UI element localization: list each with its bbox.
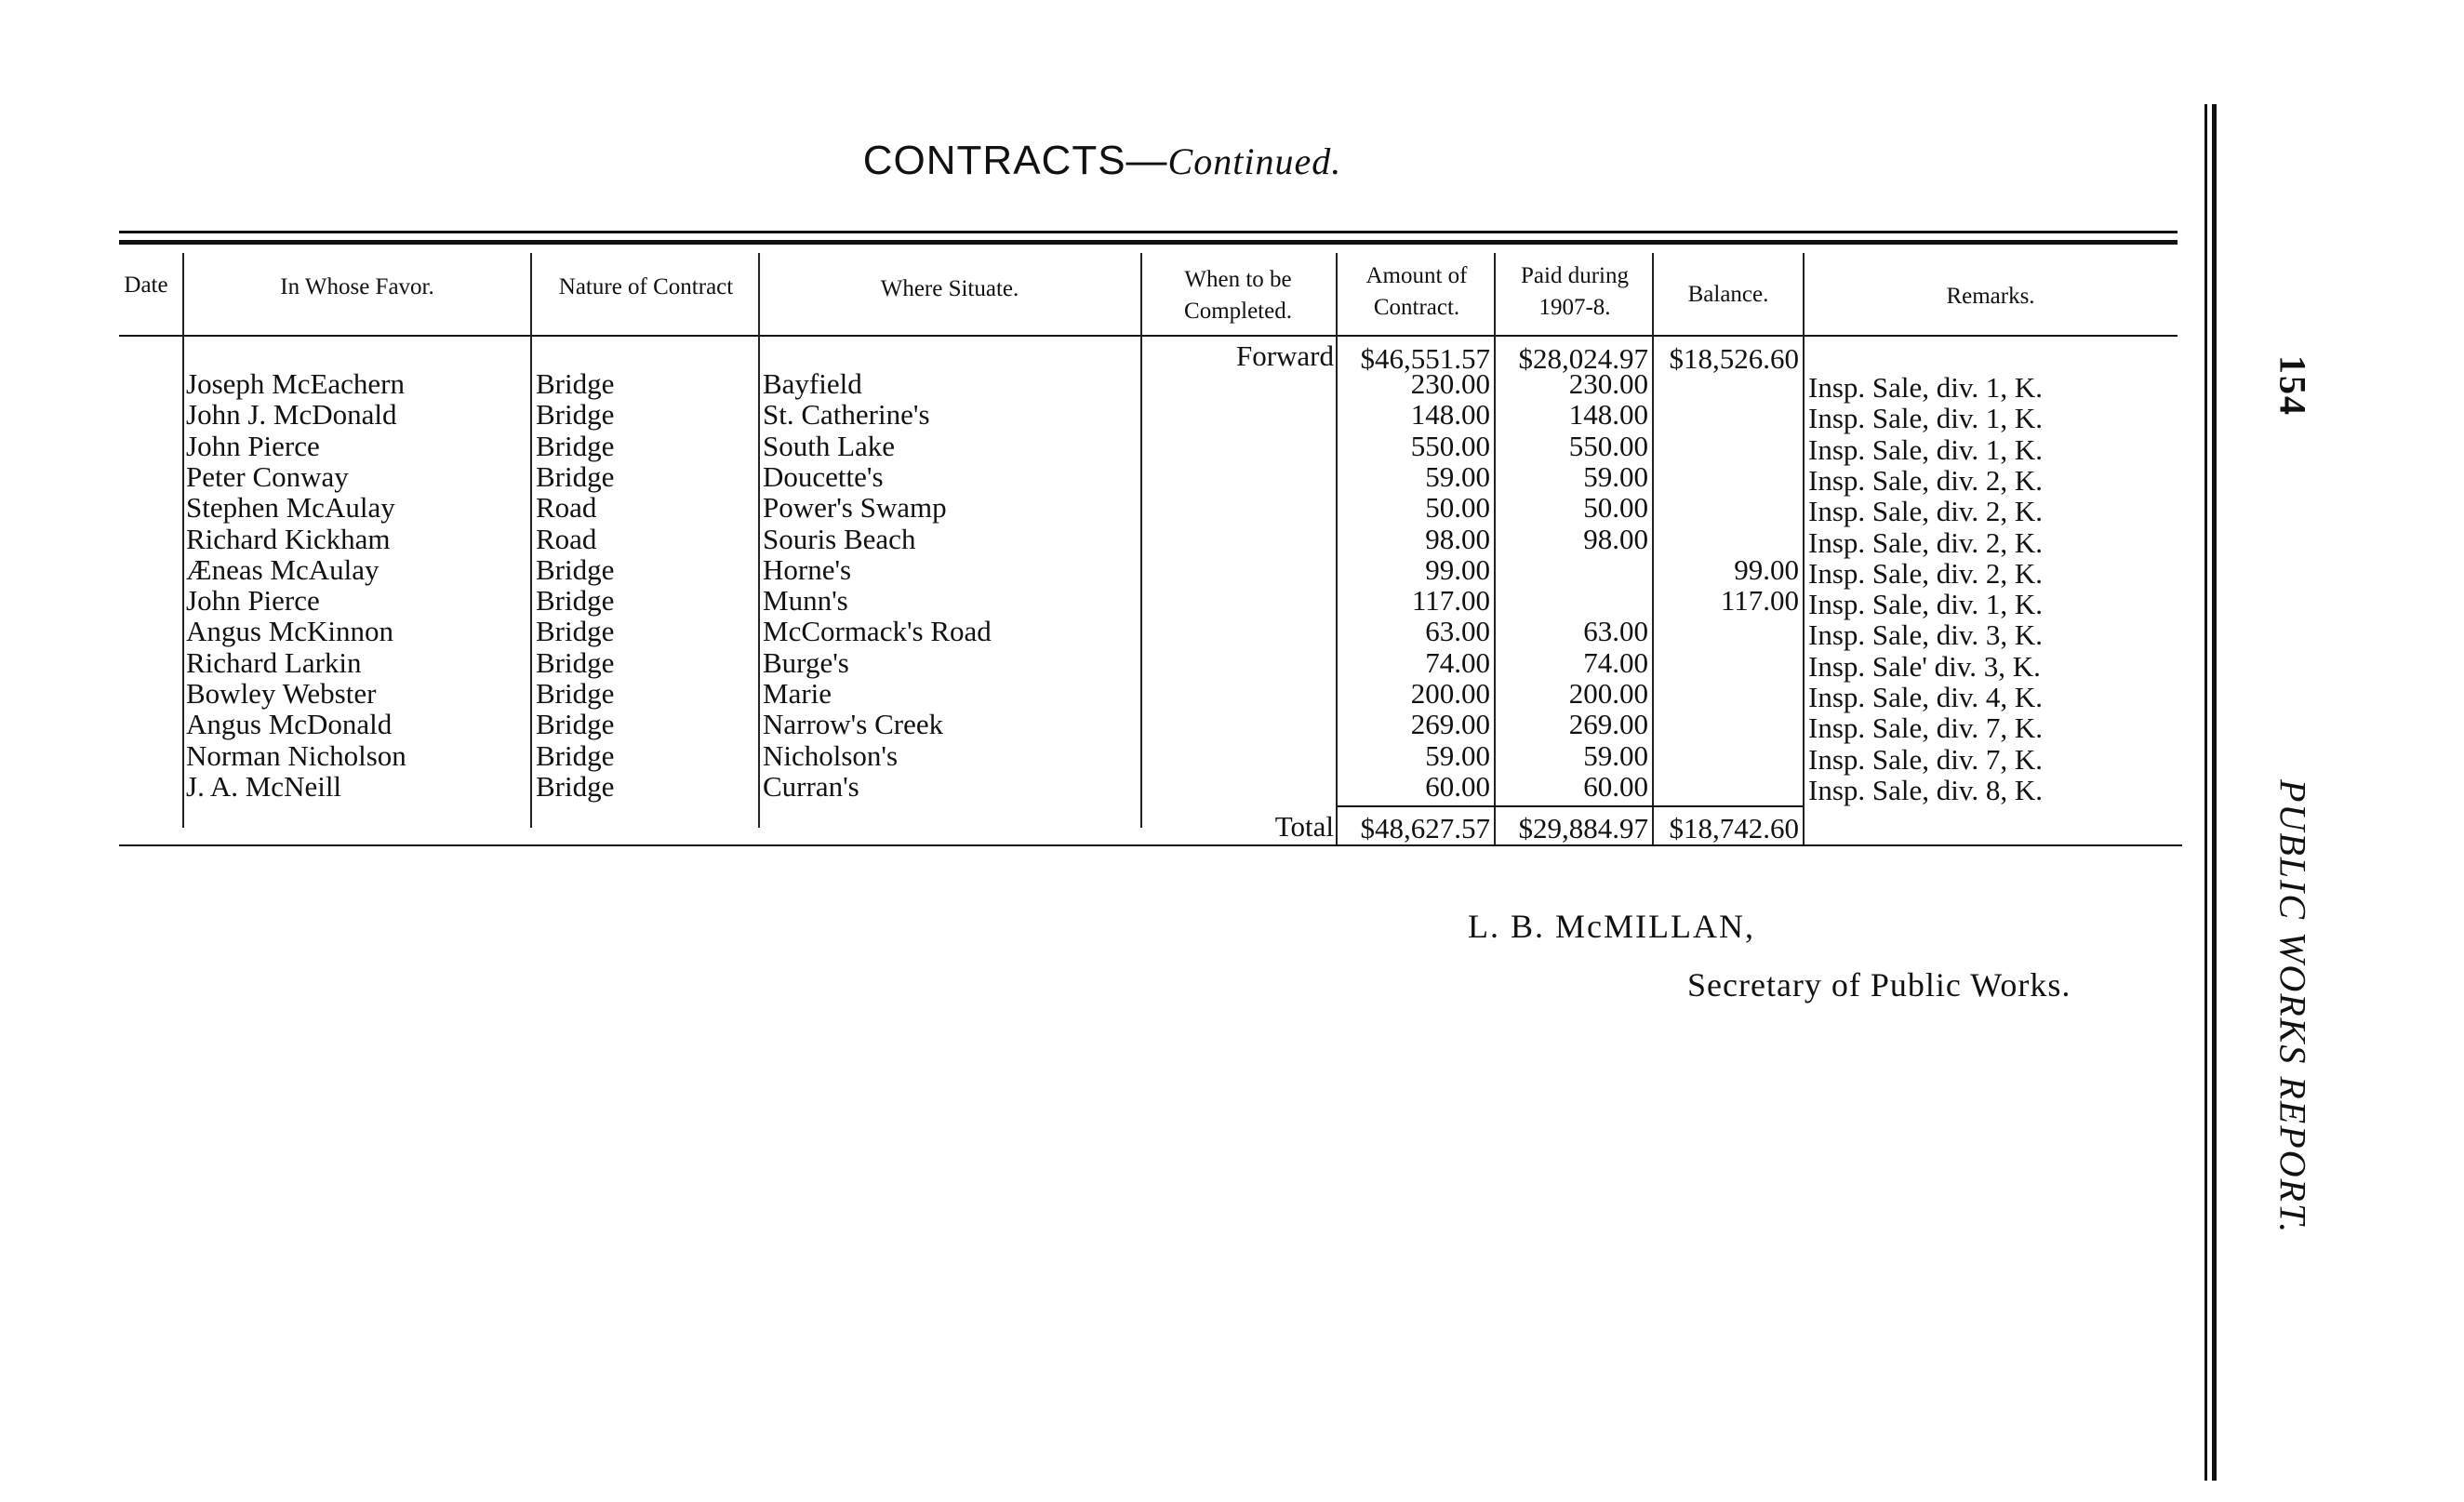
- cell-nature: Bridge: [536, 615, 615, 648]
- cell-nature: Road: [536, 522, 597, 555]
- header-amount: Amount of Contract.: [1365, 263, 1468, 320]
- cell-remarks: Insp. Sale, div. 4, K.: [1808, 681, 2043, 713]
- cell-favor: J. A. McNeill: [186, 769, 342, 803]
- header-date: Date: [124, 272, 168, 298]
- cell-nature: Bridge: [536, 677, 615, 710]
- header-paid: Paid during 1907-8.: [1521, 263, 1629, 320]
- cell-favor: Norman Nicholson: [186, 738, 406, 772]
- cell-paid: 60.00: [1583, 769, 1648, 803]
- forward-amount: $46,551.57: [1360, 342, 1490, 375]
- header-remarks: Remarks.: [1946, 284, 2035, 309]
- cell-amount: 148.00: [1410, 398, 1490, 432]
- total-amount: $48,627.57: [1360, 812, 1490, 844]
- forward-label: Forward: [1235, 339, 1334, 372]
- cell-where: Marie: [763, 677, 832, 710]
- cell-balance: 117.00: [1720, 584, 1799, 618]
- cell-amount: 74.00: [1425, 645, 1490, 679]
- total-label: Total: [1274, 810, 1334, 843]
- header-nature: Nature of Contract: [558, 274, 734, 299]
- cell-nature: Bridge: [536, 738, 615, 772]
- col-line: [182, 253, 184, 828]
- cell-where: South Lake: [763, 429, 896, 462]
- cell-paid: 200.00: [1568, 677, 1648, 710]
- cell-favor: John Pierce: [186, 584, 320, 618]
- cell-favor: Æneas McAulay: [186, 552, 380, 586]
- cell-remarks: Insp. Sale, div. 3, K.: [1808, 618, 2043, 652]
- cell-amount: 98.00: [1425, 522, 1490, 555]
- cell-favor: John Pierce: [186, 429, 320, 462]
- cell-remarks: Insp. Sale, div. 2, K.: [1808, 525, 2043, 559]
- cell-paid: 269.00: [1568, 708, 1648, 741]
- page-number: 154: [2271, 355, 2314, 418]
- cell-favor: Joseph McEachern: [186, 367, 405, 400]
- cell-paid: 59.00: [1583, 738, 1648, 772]
- cell-paid: 148.00: [1568, 398, 1648, 432]
- cell-where: Doucette's: [763, 459, 884, 493]
- cell-nature: Bridge: [536, 708, 615, 741]
- title-dash: —: [1125, 138, 1168, 183]
- cell-amount: 99.00: [1425, 552, 1490, 586]
- cell-favor: Angus McDonald: [186, 708, 393, 741]
- cell-remarks: Insp. Sale, div. 7, K.: [1808, 711, 2043, 745]
- title-main: CONTRACTS: [862, 138, 1126, 183]
- cell-paid: 59.00: [1583, 459, 1648, 493]
- cell-paid: 98.00: [1583, 522, 1648, 555]
- cell-remarks: Insp. Sale, div. 7, K.: [1808, 742, 2043, 776]
- total-balance: $18,742.60: [1669, 812, 1799, 844]
- table-bottom-rule: [119, 844, 2182, 846]
- cell-remarks: Insp. Sale' div. 3, K.: [1808, 649, 2041, 683]
- table-top-rule: [119, 231, 2178, 233]
- cell-where: Burge's: [763, 645, 849, 679]
- header-rule: [119, 335, 2178, 337]
- cell-paid: 50.00: [1583, 491, 1648, 525]
- table-top-rule-2: [119, 240, 2178, 245]
- cell-nature: Bridge: [536, 398, 615, 432]
- cell-remarks: Insp. Sale, div. 1, K.: [1808, 588, 2043, 621]
- cell-remarks: Insp. Sale, div. 2, K.: [1808, 495, 2043, 528]
- header-where: Where Situate.: [880, 276, 1019, 301]
- cell-amount: 59.00: [1425, 738, 1490, 772]
- running-head: PUBLIC WORKS REPORT.: [2271, 779, 2314, 1235]
- cell-where: Curran's: [763, 769, 859, 803]
- cell-where: Nicholson's: [763, 738, 899, 772]
- cell-where: Horne's: [763, 552, 852, 586]
- col-line: [530, 253, 532, 828]
- cell-remarks: Insp. Sale, div. 1, K.: [1808, 371, 2043, 404]
- header-when: When to be Completed.: [1184, 267, 1292, 324]
- cell-favor: Richard Larkin: [186, 645, 362, 679]
- cell-nature: Bridge: [536, 552, 615, 586]
- col-line: [758, 253, 760, 828]
- cell-nature: Bridge: [536, 645, 615, 679]
- cell-amount: 269.00: [1410, 708, 1490, 741]
- cell-where: Power's Swamp: [763, 491, 947, 525]
- col-line: [1652, 253, 1654, 844]
- cell-where: Narrow's Creek: [763, 708, 944, 741]
- header-favor: In Whose Favor.: [280, 274, 434, 299]
- cell-remarks: Insp. Sale, div. 2, K.: [1808, 556, 2043, 590]
- cell-amount: 60.00: [1425, 769, 1490, 803]
- cell-amount: 59.00: [1425, 459, 1490, 493]
- col-line: [1140, 253, 1142, 828]
- cell-where: St. Catherine's: [763, 398, 930, 432]
- cell-favor: Richard Kickham: [186, 522, 391, 555]
- cell-nature: Road: [536, 491, 597, 525]
- cell-remarks: Insp. Sale, div. 1, K.: [1808, 402, 2043, 435]
- cell-favor: Stephen McAulay: [186, 491, 395, 525]
- cell-favor: John J. McDonald: [186, 398, 397, 432]
- cell-where: Souris Beach: [763, 522, 916, 555]
- cell-amount: 200.00: [1410, 677, 1490, 710]
- cell-where: McCormack's Road: [763, 615, 992, 648]
- header-balance: Balance.: [1687, 282, 1769, 307]
- cell-amount: 50.00: [1425, 491, 1490, 525]
- cell-paid: 550.00: [1568, 429, 1648, 462]
- signature-name: L. B. McMILLAN,: [1468, 908, 1755, 945]
- total-rule: [1338, 805, 1803, 807]
- cell-remarks: Insp. Sale, div. 8, K.: [1808, 773, 2043, 806]
- page-title: [0, 138, 2204, 184]
- cell-remarks: Insp. Sale, div. 2, K.: [1808, 463, 2043, 497]
- cell-amount: 117.00: [1411, 584, 1490, 618]
- cell-paid: 63.00: [1583, 615, 1648, 648]
- cell-paid: 74.00: [1583, 645, 1648, 679]
- running-head-block: [2191, 121, 2395, 1469]
- cell-amount: 550.00: [1410, 429, 1490, 462]
- signature-title: Secretary of Public Works.: [1687, 966, 2071, 1004]
- cell-where: Munn's: [763, 584, 848, 618]
- cell-nature: Bridge: [536, 429, 615, 462]
- title-continued: Continued.: [1167, 140, 1342, 182]
- forward-balance: $18,526.60: [1669, 342, 1799, 375]
- cell-favor: Angus McKinnon: [186, 615, 394, 648]
- cell-nature: Bridge: [536, 584, 615, 618]
- cell-balance: 99.00: [1734, 552, 1799, 586]
- cell-nature: Bridge: [536, 769, 615, 803]
- total-paid: $29,884.97: [1518, 812, 1648, 844]
- cell-favor: Peter Conway: [186, 459, 349, 493]
- cell-nature: Bridge: [536, 367, 615, 400]
- cell-where: Bayfield: [763, 367, 862, 400]
- cell-nature: Bridge: [536, 459, 615, 493]
- cell-amount: 230.00: [1410, 367, 1490, 400]
- cell-paid: 230.00: [1568, 367, 1648, 400]
- cell-amount: 63.00: [1425, 615, 1490, 648]
- col-line: [1803, 253, 1805, 844]
- forward-paid: $28,024.97: [1518, 342, 1648, 375]
- cell-favor: Bowley Webster: [186, 677, 377, 710]
- cell-remarks: Insp. Sale, div. 1, K.: [1808, 432, 2043, 466]
